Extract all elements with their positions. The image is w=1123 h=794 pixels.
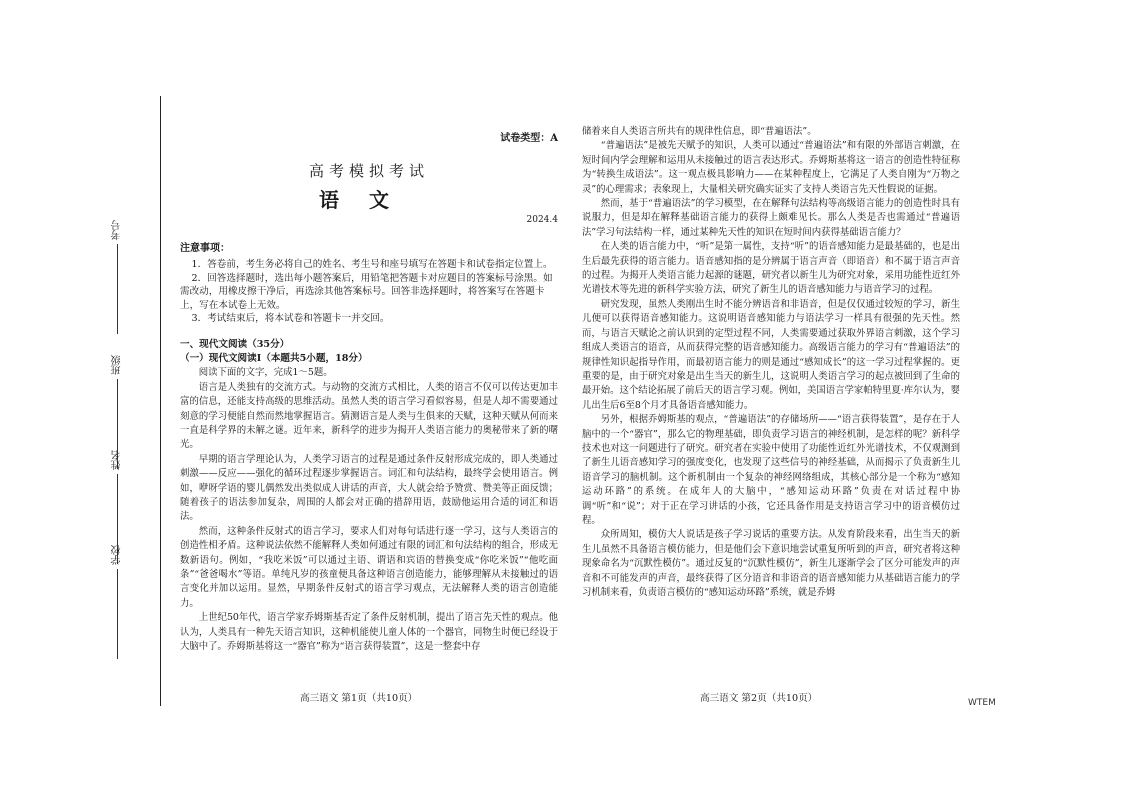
- paragraph: 研究发现，虽然人类刚出生时不能分辨语音和非语音，但是仅仅通过较短的学习，新生儿便可以获得语音感知能力。这说明语音感知能力与语法学习一样具有很强的先天性。然而，与语言天赋论之前认识到的定型过程不同，人类需要通过获取外界语言刺激，这个学习组成人类语言的语音，从而获得完整的语音感知能力。高级语言能力的学习有“普遍语法”的规律性知识起指导作用，而最初语言能力的则是通过“感知成长”的这一学习过程掌握的。更重要的是，由于研究对象是出生当天的新生儿，这说明人类语言学习的起点被回到了生命的最开始。这个结论拓展了前后天的语言学习观。例如，美国语言学家帕特里夏·库尔认为，婴儿出生后6至8个月才具备语音感知能力。: [582, 298, 960, 411]
- instruction-text: 阅读下面的文字，完成1～5题。: [198, 367, 333, 379]
- left-page: [180, 125, 558, 654]
- paragraph: 储着来自人类语言所共有的规律性信息，即“普遍语法”。: [582, 126, 817, 137]
- paragraph: 上世纪50年代，语言学家乔姆斯基否定了条件反射机制，提出了语言先天性的观点。他认为，人类具有一种先天语言知识，这种机能使儿童人体的一个器官，同物生时便已经设于大脑中了。乔姆斯基将这一“器官”称为“语言获得装置”，这是一整套中存: [180, 612, 558, 653]
- subject-title: 语文: [319, 187, 419, 212]
- paragraph: 然而，这种条件反射式的语言学习，要求人们对每句话进行逐一学习，这与人类语言的创造性相矛盾。这种说法依然不能解释人类如何通过有限的词汇和句法结构的组合，形成无数新语句。例如，“我吃米饭”可以通过主语、谓语和宾语的替换变成“你吃米饭”“他吃面条”“爸爸喝水”等语。单纯凡岁的孩童便具备这种语言创造能力，能够理解从未接触过的语言变化并加以运用。显然，早期条件反射式的语言学习观点，无法解释人类的语言创造能力。: [180, 525, 558, 609]
- paragraph: 另外，根据乔姆斯基的观点，“普遍语法”的存储场所——“语言获得装置”，是存在于人脑中的一个“器官”，那么它的物理基础，即负责学习语言的神经机制，是怎样的呢？新科学技术也对这一问题进行了研究。研究者在实验中使用了功能性近红外光谱技术，不仅观测到了新生儿语音感知学习的强度变化，也发现了这些信号的神经基础，从而揭示了负责新生儿语音学习的脑机制。这个新机制由一个复杂的神经网络组成，其核心部分是一个称为“感知运动环路”的系统。在成年人的大脑中，“感知运动环路”负责在对话过程中协调“听”和“说”；对于正在学习讲话的小孩，它还具备作用是支持语言学习中的语音模仿过程。: [582, 414, 960, 526]
- exam-type: 试卷类型：A: [500, 133, 558, 144]
- page-footer-left: 高三语文 第1页（共10页）: [300, 693, 418, 704]
- watermark-text: WTEM: [968, 698, 996, 708]
- binding-field-exam-number: [110, 220, 125, 334]
- paragraph: 在人类的语言能力中，“听”是第一属性，支持“听”的语音感知能力是最基础的，也是出生后最先获得的语言能力。语音感知指的是分辨属于语言声音（即语音）和不属于语言声音的过程。为揭开人类语言能力起源的谜题，研究者以新生儿为研究对象，采用功能性近红外光谱技术等先进的新科学实验方法，研究了新生儿的语音感知能力与语音学习的过程。: [582, 241, 960, 296]
- binding-label-class: 班级: [112, 355, 123, 375]
- exam-date: 2024.4: [526, 215, 558, 226]
- paragraph: 语言是人类独有的交流方式。与动物的交流方式相比，人类的语言不仅可以传达更加丰富的信息，还能支持高级的思维活动。虽然人类的语言学习看似容易，但是人却不需要通过刻意的学习便能自然而然地掌握语言。猜测语言是人类与生俱来的天赋，这种天赋从何而来一直是科学界的未解之谜。近年来，新科学的进步为揭开人类语言能力的奥秘带来了新的曙光。: [180, 381, 558, 451]
- paragraph: 然而，基于“普遍语法”的学习模型，在在解释句法结构等高级语言能力的创造性时具有说服力，但是却在解释基础语言能力的获得上颇难见长。那么人类是否也需通过“普遍语法”学习句法结构一样，通过某种先天性的知识在短时间内获得基础语言能力？: [582, 198, 960, 238]
- right-page: [582, 125, 960, 600]
- notice-item: 2．回答选择题时，选出每小题答案后，用铅笔把答题卡对应题目的答案标号涂黑。如需改动，用橡皮擦干净后，再选涂其他答案标号。回答非选择题时，将答案写在答题卡上，写在本试卷上无效。: [180, 272, 553, 311]
- notice-item: 3．考试结束后，将本试卷和答题卡一并交回。: [191, 313, 390, 325]
- notice-item: 1．答卷前，考生务必将自己的姓名、考生号和座号填写在答题卡和试卷指定位置上。: [191, 259, 553, 271]
- binding-label-name: 姓名: [112, 450, 123, 470]
- notice-block: [180, 242, 558, 326]
- notice-title: 注意事项：: [180, 242, 230, 254]
- sub-section-title: （一）现代文阅读Ⅰ（本题共5小题，18分）: [180, 352, 368, 364]
- binding-label-school: 学校: [112, 545, 123, 565]
- paragraph: 早期的语言学理论认为，人类学习语言的过程是通过条件反射形成完成的，即人类通过刺激——反应——强化的循环过程逐步掌握语言。词汇和句法结构，最终学会使用语言。例如，咿呀学语的婴儿偶然发出类似成人讲话的声音，大人就会给予赞赏、赞美等正面反馈；随着孩子的语法参加复杂，周围的人都会对正确的措辞用语，鼓励他运用合适的词汇和语法。: [180, 453, 558, 523]
- paragraph: 众所周知，模仿大人说话是孩子学习说话的重要方法。从发育阶段来看，出生当天的新生儿虽然不具备语言模仿能力，但是他们会下意识地尝试重复所听到的声音，研究者将这种现象命名为“沉默性模仿”。通过反复的“沉默性模仿”，新生儿逐渐学会了区分可能发声的声音和不可能发声的声音，最终获得了区分语音和非语音的语音感知能力从基础语言能力的学习机制来看，负责语言模仿的“感知运动环路”系统，就是乔姆: [582, 529, 960, 598]
- section-title: 一、现代文阅读（35分）: [180, 338, 290, 350]
- binding-margin-line: [160, 96, 161, 706]
- paragraph: “普遍语法”是被先天赋予的知识，人类可以通过“普遍语法”和有限的外部语言刺激，在短时间内学会理解和运用从未接触过的语言表达形式。乔姆斯基将这一语言的创造性特征称为“转换生成语法”。这一观点极具影响力——在某种程度上，它满足了人类自刚为“万物之灵”的心理需求；表象现上，大量相关研究确实证实了支持人类语言先天性假说的证据。: [582, 140, 960, 195]
- reading-passage-left: [180, 366, 558, 654]
- exam-title: 高考模拟考试: [308, 162, 429, 181]
- page-footer-right: 高三语文 第2页（共10页）: [700, 693, 818, 704]
- binding-field-school: [110, 545, 125, 659]
- binding-label-exam-number: 考号: [112, 220, 123, 240]
